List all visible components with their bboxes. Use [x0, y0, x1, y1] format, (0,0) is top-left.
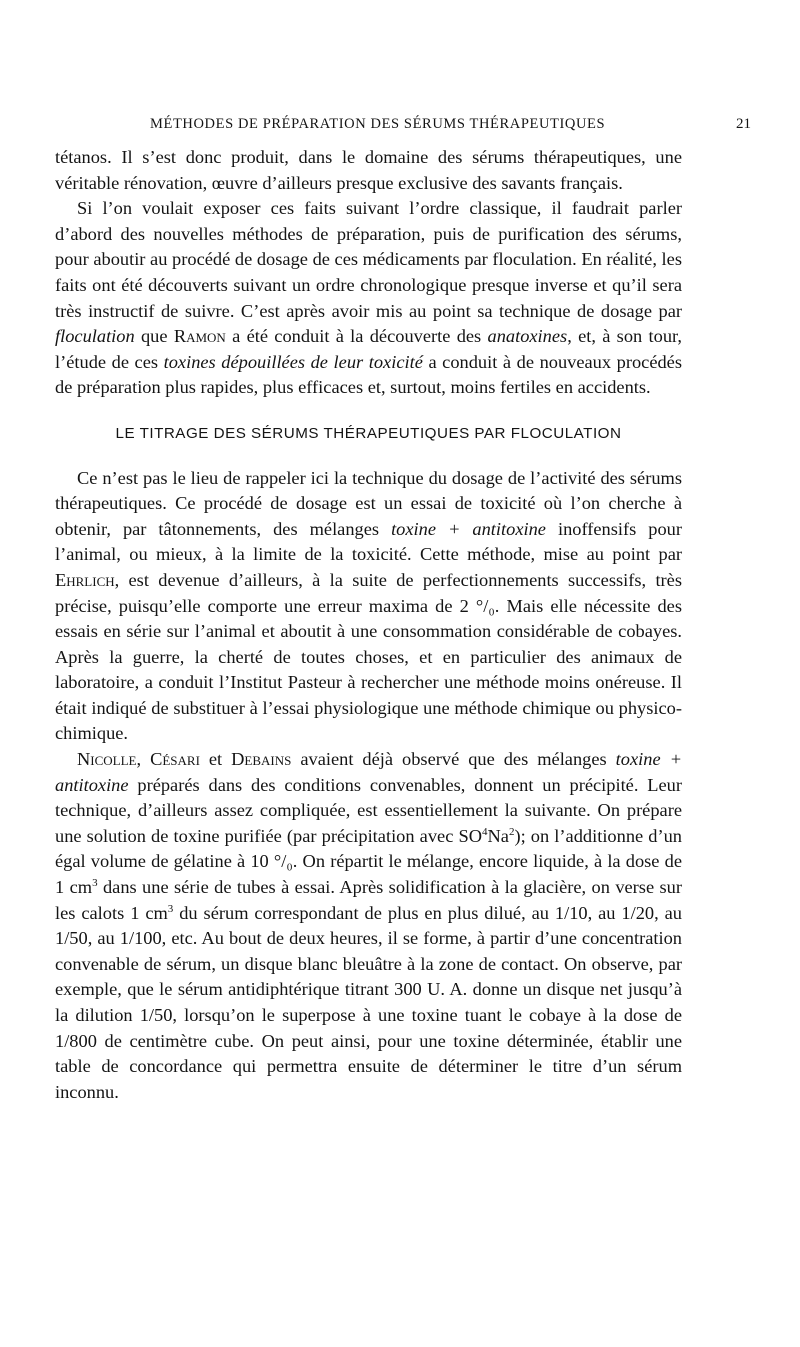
text-run: dans une série de tubes à essai. Après solidification à la glacière, on verse sur les calots 1 cm [55, 877, 682, 923]
author-name: Ehrlich [55, 569, 115, 590]
author-name: Césari [150, 749, 200, 770]
text-run: et [199, 749, 232, 770]
paragraph-order-of-exposition [55, 196, 682, 401]
text-run: que [134, 326, 174, 347]
text-run: , [136, 749, 151, 770]
italic-term: toxine + antitoxine [55, 749, 682, 795]
paragraph-precipitate [55, 747, 682, 1105]
text-run: inoffensifs pour l’animal, ou mieux, à la limite de la toxicité. Cette méthode, mise au point par [55, 518, 682, 565]
text-run: , est devenue d’ailleurs, à la suite de perfectionnements successifs, très précise, puisqu’elle comporte une erreur maxima de 2 °/₀. Mais elle nécessite des essais en série sur l’animal et aboutit à une consommation considérable de cobayes. Après la guerre, la cherté de toutes choses, et en particulier des animaux de laboratoire, a conduit l’Institut Pasteur à rechercher une méthode moins onéreuse. Il était indiqué de substituer à l’essai physiologique une méthode chimique ou physico-chimique. [55, 569, 682, 744]
text-run: a conduit à de nouveaux procédés de préparation plus rapides, plus efficaces et, surtout, moins fertiles en accidents. [55, 351, 683, 398]
italic-term: floculation [55, 326, 135, 347]
text-run: , et, à son tour, l’étude de ces [55, 326, 682, 372]
superscript: 3 [92, 876, 98, 889]
paragraph-continuation: tétanos. Il s’est donc produit, dans le domaine des sérums thérapeutiques, une véritable rénovation, œuvre d’ailleurs presque exclusive des savants français. [55, 147, 682, 193]
superscript: 2 [508, 825, 515, 838]
superscript: 4 [482, 825, 488, 838]
text-run: du sérum correspondant de plus en plus dilué, au 1/10, au 1/20, au 1/50, au 1/100, etc. Au bout de deux heures, il se forme, à partir d’une concentration convenable de sérum, un disque blanc bleuâtre à la zone de contact. On observe, par exemple, que le sérum antidiphtérique titrant 300 U. A. donne un disque net jusqu’à la dilution 1/50, lorsqu’on le superpose à une toxine tuant le cobaye à la dose de 1/800 de centimètre cube. On peut ainsi, pour une toxine déterminée, établir une table de concordance qui permettra ensuite de déterminer le titre d’un sérum inconnu. [55, 902, 682, 1102]
section-heading: LE TITRAGE DES SÉRUMS THÉRAPEUTIQUES PAR FLOCULATION [115, 424, 622, 442]
text-run: ); on l’additionne d’un égal volume de gélatine à 10 °/₀. On répartit le mélange, encore liquide, à la dose de 1 cm [55, 825, 682, 898]
superscript: 3 [167, 902, 174, 915]
page-number: 21 [736, 116, 751, 132]
text-run: Na [487, 825, 509, 846]
text-run: préparés dans des conditions convenables, donnent un précipité. Leur technique, d’ailleurs assez compliquée, est essentiellement la suivante. On prépare une solution de toxine purifiée (par précipitation avec SO [55, 774, 682, 846]
text-run: avaient déjà observé que des mélanges [291, 749, 616, 770]
text-run: a été conduit à la découverte des [225, 326, 488, 347]
author-name: Debains [231, 749, 292, 770]
running-title: MÉTHODES DE PRÉPARATION DES SÉRUMS THÉRAPEUTIQUES [150, 116, 606, 132]
italic-term: toxine + antitoxine [391, 518, 546, 539]
text-run: Si l’on voulait exposer ces faits suivant l’ordre classique, il faudrait parler d’abord des nouvelles méthodes de préparation, puis de purification des sérums, pour aboutir au procédé de dosage de ces médicaments par floculation. En réalité, les faits ont été découverts suivant un ordre chronologique presque inverse et qu’il sera très instructif de suivre. C’est après avoir mis au point sa technique de dosage par [55, 198, 682, 321]
italic-term: anatoxines [487, 326, 568, 347]
author-name: Ramon [173, 326, 226, 347]
paragraph-dosage-method [55, 466, 682, 748]
running-head [0, 116, 800, 138]
text-run: Ce n’est pas le lieu de rappeler ici la technique du dosage de l’activité des sérums thérapeutiques. Ce procédé de dosage est un essai de toxicité où l’on cherche à obtenir, par tâtonnements, des mélanges [55, 467, 682, 539]
body-text [55, 145, 682, 1105]
author-name: Nicolle [77, 749, 137, 770]
italic-term: toxines dépouillées de leur toxicité [163, 351, 423, 372]
